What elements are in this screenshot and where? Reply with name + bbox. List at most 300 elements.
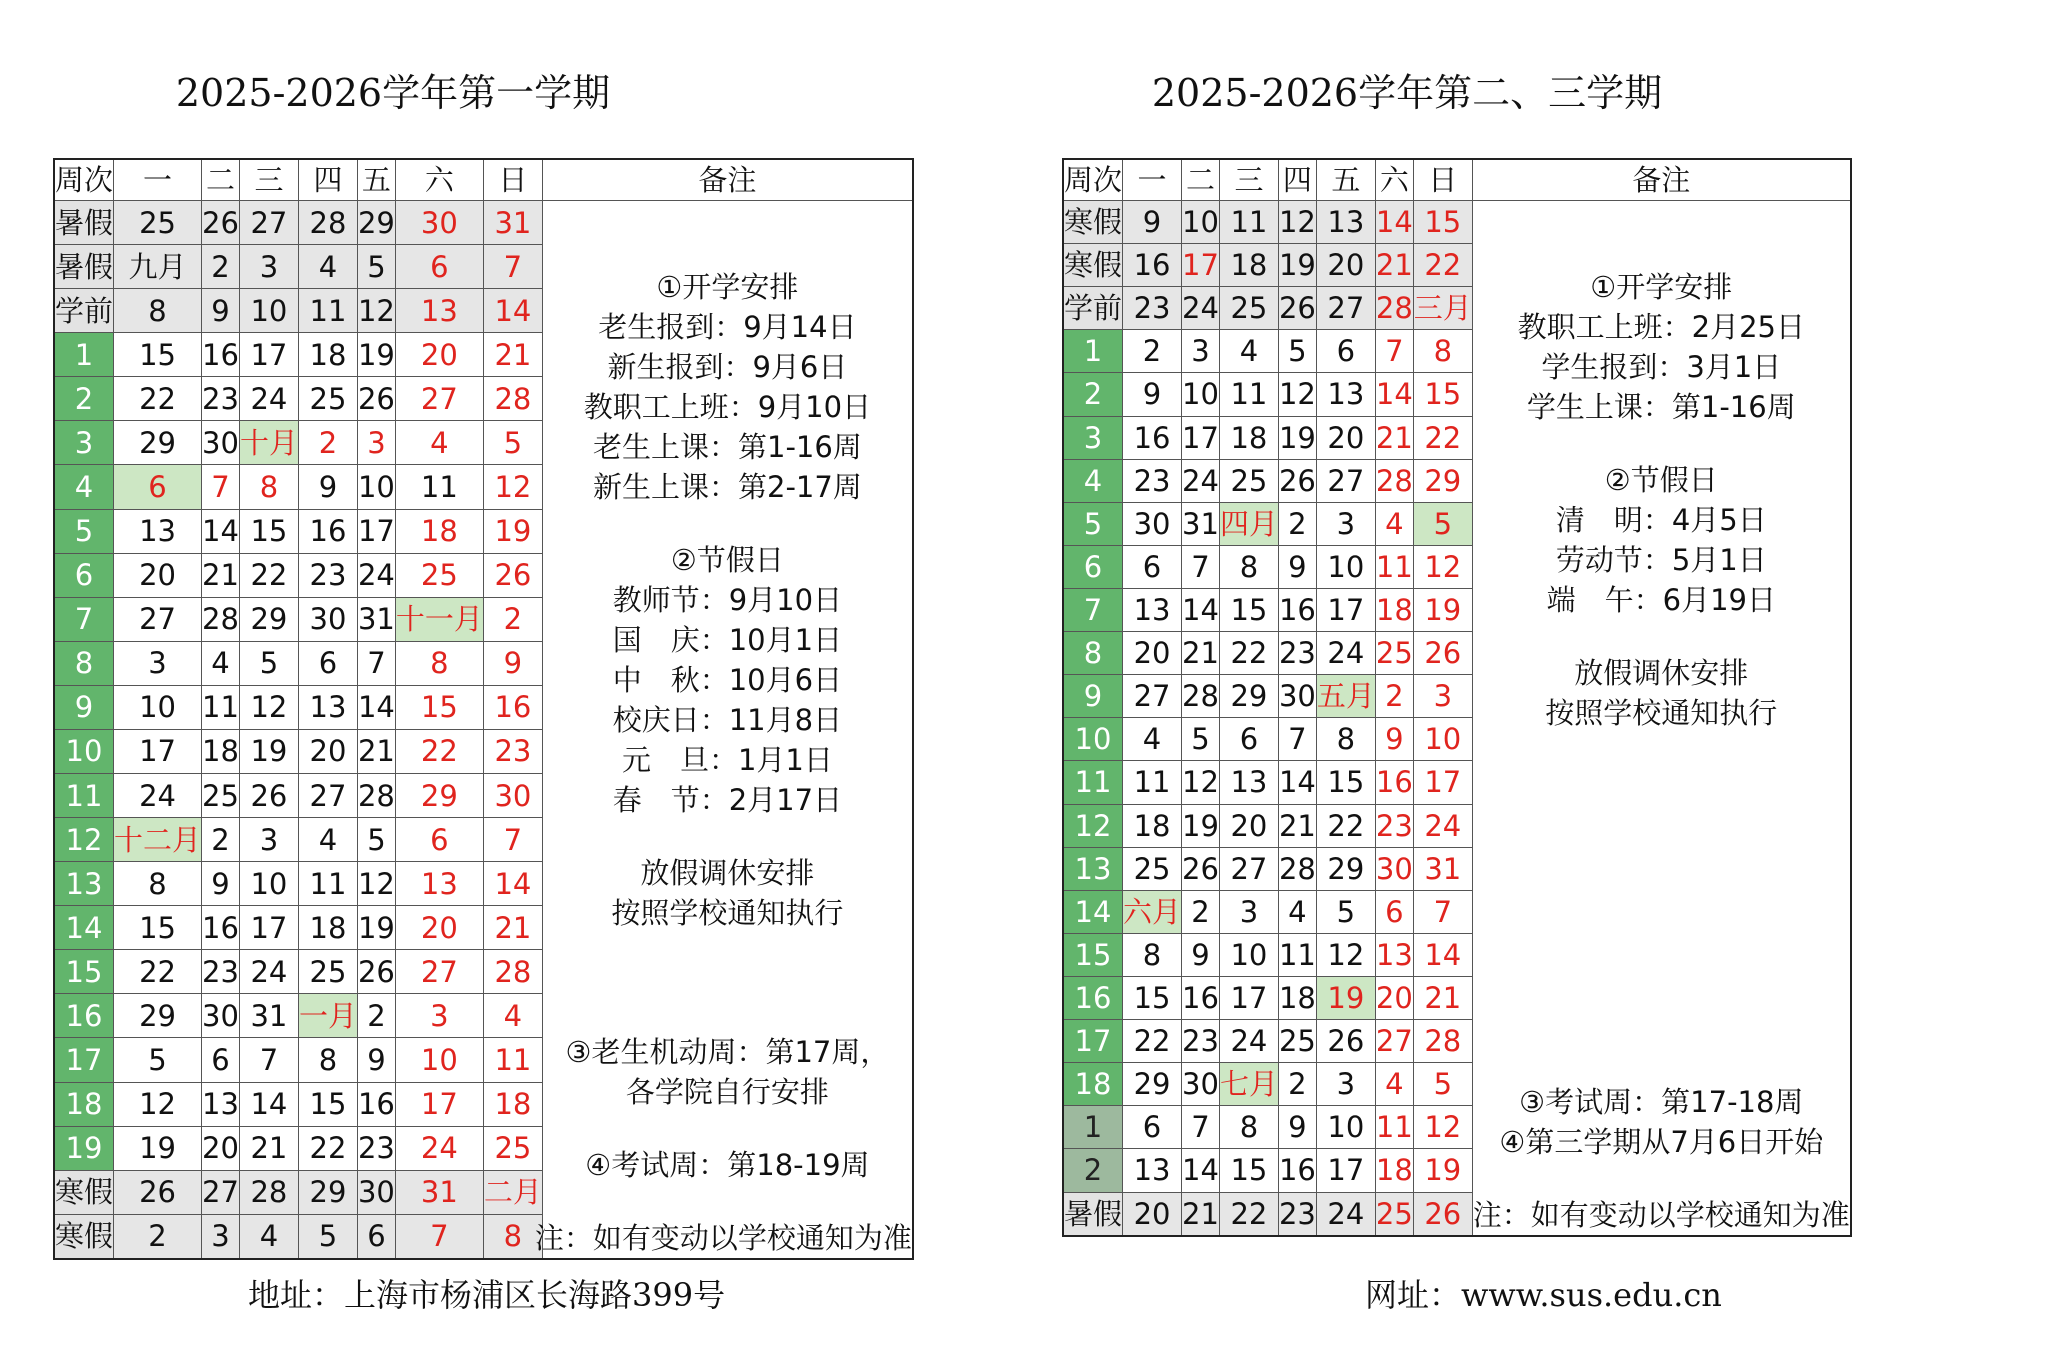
day-cell: 21 (1375, 244, 1413, 287)
day-cell: 26 (357, 377, 395, 421)
day-cell: 30 (298, 597, 357, 641)
week-label: 16 (54, 994, 114, 1038)
day-cell: 12 (1316, 933, 1375, 976)
week-label: 11 (54, 774, 114, 818)
week-label: 18 (54, 1082, 114, 1126)
day-cell: 4 (483, 994, 542, 1038)
week-label: 12 (54, 818, 114, 862)
day-cell: 3 (1316, 1063, 1375, 1106)
day-cell: 22 (1316, 804, 1375, 847)
day-cell: 17 (357, 509, 395, 553)
week-label: 9 (1063, 675, 1123, 718)
day-cell: 7 (1182, 1106, 1220, 1149)
day-cell: 30 (1182, 1063, 1220, 1106)
note-flex-week: 各学院自行安排 (625, 1075, 829, 1109)
day-cell: 24 (1182, 459, 1220, 502)
day-cell: 12 (114, 1082, 202, 1126)
day-cell: 20 (1316, 416, 1375, 459)
day-cell: 16 (1123, 416, 1182, 459)
week-label: 9 (54, 685, 114, 729)
day-cell: 11 (1123, 761, 1182, 804)
day-cell: 18 (1278, 976, 1316, 1019)
day-cell: 14 (1413, 933, 1472, 976)
day-cell: 27 (1123, 675, 1182, 718)
week-label: 8 (54, 641, 114, 685)
day-cell: 26 (1182, 847, 1220, 890)
note-remark: 注：如有变动以学校通知为准 (1472, 1198, 1850, 1232)
day-cell: 2 (1375, 675, 1413, 718)
day-cell: 10 (114, 685, 202, 729)
day-cell: 20 (395, 906, 483, 950)
day-cell: 28 (1278, 847, 1316, 890)
day-cell: 13 (1123, 1149, 1182, 1192)
day-cell: 28 (202, 597, 240, 641)
header-wed: 三 (1219, 159, 1278, 201)
day-cell: 2 (357, 994, 395, 1038)
week-label: 13 (1063, 847, 1123, 890)
day-cell: 6 (1219, 718, 1278, 761)
day-cell: 7 (483, 245, 542, 289)
day-cell: 4 (298, 245, 357, 289)
day-cell: 16 (298, 509, 357, 553)
header-thu: 四 (1278, 159, 1316, 201)
day-cell: 22 (1123, 1020, 1182, 1063)
day-cell: 19 (1182, 804, 1220, 847)
day-cell: 8 (298, 1038, 357, 1082)
header-sun: 日 (483, 159, 542, 201)
day-cell: 31 (395, 1170, 483, 1214)
day-cell: 26 (202, 201, 240, 245)
day-cell: 30 (1278, 675, 1316, 718)
week-label: 5 (1063, 502, 1123, 545)
header-row (1063, 159, 1851, 201)
day-cell: 27 (114, 597, 202, 641)
day-cell: 31 (239, 994, 298, 1038)
day-cell: 五月 (1316, 675, 1375, 718)
day-cell: 25 (114, 201, 202, 245)
day-cell: 30 (202, 994, 240, 1038)
day-cell: 29 (114, 421, 202, 465)
day-cell: 16 (202, 333, 240, 377)
day-cell: 16 (1278, 588, 1316, 631)
day-cell: 23 (1182, 1020, 1220, 1063)
day-cell: 28 (483, 377, 542, 421)
day-cell: 8 (114, 862, 202, 906)
day-cell: 27 (239, 201, 298, 245)
day-cell: 15 (1219, 1149, 1278, 1192)
week-label: 寒假 (54, 1170, 114, 1214)
day-cell: 3 (202, 1214, 240, 1259)
day-cell: 26 (1278, 287, 1316, 330)
day-cell: 6 (1316, 330, 1375, 373)
day-cell: 19 (1316, 976, 1375, 1019)
day-cell: 15 (239, 509, 298, 553)
day-cell: 27 (395, 377, 483, 421)
day-cell: 8 (1316, 718, 1375, 761)
day-cell: 10 (1316, 1106, 1375, 1149)
day-cell: 24 (1219, 1020, 1278, 1063)
day-cell: 17 (1316, 1149, 1375, 1192)
day-cell: 19 (1278, 244, 1316, 287)
day-cell: 4 (298, 818, 357, 862)
day-cell: 21 (483, 333, 542, 377)
day-cell: 29 (1316, 847, 1375, 890)
week-label: 学前 (1063, 287, 1123, 330)
note-exam-week: ④考试周：第18-19周 (585, 1148, 870, 1182)
day-cell: 23 (298, 553, 357, 597)
day-cell: 26 (483, 553, 542, 597)
day-cell: 10 (1182, 201, 1220, 244)
note-third-term: ④第三学期从7月6日开始 (1499, 1125, 1824, 1159)
semester-1-rows (54, 201, 913, 1260)
day-cell: 九月 (114, 245, 202, 289)
day-cell: 14 (483, 289, 542, 333)
day-cell: 17 (395, 1082, 483, 1126)
day-cell: 5 (1316, 890, 1375, 933)
day-cell: 17 (1182, 244, 1220, 287)
day-cell: 28 (1413, 1020, 1472, 1063)
day-cell: 3 (395, 994, 483, 1038)
day-cell: 十月 (239, 421, 298, 465)
week-label: 17 (54, 1038, 114, 1082)
note-item: 老生报到：9月14日 (598, 310, 857, 344)
day-cell: 24 (395, 1126, 483, 1170)
day-cell: 27 (298, 774, 357, 818)
day-cell: 10 (239, 862, 298, 906)
day-cell: 19 (114, 1126, 202, 1170)
header-mon: 一 (1123, 159, 1182, 201)
day-cell: 21 (483, 906, 542, 950)
day-cell: 15 (1123, 976, 1182, 1019)
day-cell: 三月 (1413, 287, 1472, 330)
note-item: 教职工上班：9月10日 (583, 390, 872, 424)
day-cell: 7 (239, 1038, 298, 1082)
day-cell: 23 (202, 950, 240, 994)
day-cell: 19 (483, 509, 542, 553)
day-cell: 17 (239, 333, 298, 377)
day-cell: 4 (239, 1214, 298, 1259)
day-cell: 30 (395, 201, 483, 245)
note-adjust: 按照学校通知执行 (1545, 696, 1778, 730)
day-cell: 12 (1413, 1106, 1472, 1149)
day-cell: 30 (1375, 847, 1413, 890)
day-cell: 24 (114, 774, 202, 818)
day-cell: 6 (1375, 890, 1413, 933)
day-cell: 6 (1123, 1106, 1182, 1149)
note-item: 老生上课：第1-16周 (593, 430, 862, 464)
day-cell: 20 (395, 333, 483, 377)
day-cell: 28 (483, 950, 542, 994)
day-cell: 27 (395, 950, 483, 994)
day-cell: 9 (357, 1038, 395, 1082)
day-cell: 六月 (1123, 890, 1182, 933)
day-cell: 9 (1278, 545, 1316, 588)
day-cell: 14 (239, 1082, 298, 1126)
day-cell: 15 (1413, 201, 1472, 244)
header-fri: 五 (1316, 159, 1375, 201)
day-cell: 七月 (1219, 1063, 1278, 1106)
note-item: 春 节：2月17日 (612, 783, 843, 817)
day-cell: 16 (1278, 1149, 1316, 1192)
week-label: 10 (54, 729, 114, 773)
day-cell: 7 (1413, 890, 1472, 933)
day-cell: 13 (114, 509, 202, 553)
day-cell: 22 (1219, 1192, 1278, 1236)
day-cell: 10 (1219, 933, 1278, 976)
day-cell: 21 (1375, 416, 1413, 459)
week-label: 18 (1063, 1063, 1123, 1106)
day-cell: 13 (1123, 588, 1182, 631)
day-cell: 18 (1375, 588, 1413, 631)
day-cell: 12 (1278, 201, 1316, 244)
day-cell: 二月 (483, 1170, 542, 1214)
day-cell: 30 (357, 1170, 395, 1214)
day-cell: 13 (395, 862, 483, 906)
day-cell: 7 (357, 641, 395, 685)
day-cell: 29 (1413, 459, 1472, 502)
day-cell: 20 (1316, 244, 1375, 287)
semester-2-rows (1063, 201, 1851, 1237)
week-label: 16 (1063, 976, 1123, 1019)
day-cell: 3 (1413, 675, 1472, 718)
header-sat: 六 (1375, 159, 1413, 201)
week-label: 3 (54, 421, 114, 465)
day-cell: 26 (1413, 1192, 1472, 1236)
day-cell: 23 (1123, 287, 1182, 330)
day-cell: 18 (202, 729, 240, 773)
day-cell: 20 (298, 729, 357, 773)
header-tue: 二 (202, 159, 240, 201)
day-cell: 26 (1413, 632, 1472, 675)
day-cell: 6 (395, 818, 483, 862)
week-label: 2 (1063, 1149, 1123, 1192)
note-item: 清 明：4月5日 (1555, 503, 1767, 537)
week-label: 13 (54, 862, 114, 906)
day-cell: 18 (483, 1082, 542, 1126)
day-cell: 9 (298, 465, 357, 509)
semester-1-title: 2025-2026学年第一学期 (175, 71, 611, 115)
week-label: 寒假 (1063, 201, 1123, 244)
day-cell: 17 (1219, 976, 1278, 1019)
header-row (54, 159, 913, 201)
day-cell: 22 (114, 950, 202, 994)
day-cell: 15 (298, 1082, 357, 1126)
day-cell: 17 (1182, 416, 1220, 459)
day-cell: 28 (1182, 675, 1220, 718)
day-cell: 3 (1219, 890, 1278, 933)
day-cell: 20 (1123, 1192, 1182, 1236)
day-cell: 24 (1316, 632, 1375, 675)
day-cell: 十一月 (395, 597, 483, 641)
day-cell: 23 (1123, 459, 1182, 502)
day-cell: 6 (298, 641, 357, 685)
day-cell: 16 (1182, 976, 1220, 1019)
day-cell: 18 (1219, 416, 1278, 459)
day-cell: 22 (1219, 632, 1278, 675)
day-cell: 22 (395, 729, 483, 773)
day-cell: 14 (1375, 201, 1413, 244)
note-item: 学生上课：第1-16周 (1526, 390, 1796, 424)
day-cell: 21 (202, 553, 240, 597)
semester-1-table (53, 158, 914, 1260)
day-cell: 7 (483, 818, 542, 862)
day-cell: 7 (395, 1214, 483, 1259)
day-cell: 20 (1375, 976, 1413, 1019)
day-cell: 14 (1182, 1149, 1220, 1192)
week-label: 1 (1063, 1106, 1123, 1149)
day-cell: 25 (1278, 1020, 1316, 1063)
day-cell: 13 (395, 289, 483, 333)
week-label: 7 (1063, 588, 1123, 631)
day-cell: 9 (202, 862, 240, 906)
day-cell: 23 (1278, 632, 1316, 675)
note-item: 中 秋：10月6日 (612, 663, 843, 697)
day-cell: 8 (1413, 330, 1472, 373)
header-notes: 备注 (542, 159, 913, 201)
day-cell: 4 (395, 421, 483, 465)
day-cell: 2 (1182, 890, 1220, 933)
day-cell: 26 (239, 774, 298, 818)
day-cell: 8 (395, 641, 483, 685)
day-cell: 10 (239, 289, 298, 333)
semester-2-title: 2025-2026学年第二、三学期 (1151, 71, 1663, 115)
day-cell: 11 (1219, 373, 1278, 416)
day-cell: 18 (395, 509, 483, 553)
header-notes: 备注 (1472, 159, 1851, 201)
day-cell: 11 (298, 862, 357, 906)
note-item: 学生报到：3月1日 (1541, 350, 1782, 384)
day-cell: 2 (202, 818, 240, 862)
day-cell: 21 (1278, 804, 1316, 847)
day-cell: 7 (1278, 718, 1316, 761)
day-cell: 31 (483, 201, 542, 245)
day-cell: 27 (1375, 1020, 1413, 1063)
day-cell: 29 (239, 597, 298, 641)
day-cell: 29 (298, 1170, 357, 1214)
day-cell: 6 (357, 1214, 395, 1259)
day-cell: 25 (483, 1126, 542, 1170)
day-cell: 20 (114, 553, 202, 597)
day-cell: 15 (1219, 588, 1278, 631)
day-cell: 28 (239, 1170, 298, 1214)
week-label: 4 (1063, 459, 1123, 502)
week-label: 暑假 (1063, 1192, 1123, 1236)
note-holidays-title: ②节假日 (670, 543, 784, 577)
day-cell: 18 (298, 906, 357, 950)
week-label: 7 (54, 597, 114, 641)
note-item: 教师节：9月10日 (612, 583, 843, 617)
day-cell: 18 (298, 333, 357, 377)
day-cell: 12 (1182, 761, 1220, 804)
day-cell: 21 (1182, 1192, 1220, 1236)
week-label: 1 (1063, 330, 1123, 373)
day-cell: 2 (1278, 502, 1316, 545)
day-cell: 7 (1375, 330, 1413, 373)
week-label: 11 (1063, 761, 1123, 804)
day-cell: 4 (1278, 890, 1316, 933)
day-cell: 9 (1375, 718, 1413, 761)
day-cell: 23 (202, 377, 240, 421)
day-cell: 25 (1375, 632, 1413, 675)
note-adjust: 放假调休安排 (1574, 656, 1749, 690)
footer-website: 网址：www.sus.edu.cn (1365, 1276, 1722, 1314)
day-cell: 3 (239, 245, 298, 289)
day-cell: 23 (483, 729, 542, 773)
day-cell: 19 (239, 729, 298, 773)
week-label: 2 (54, 377, 114, 421)
day-cell: 22 (298, 1126, 357, 1170)
week-label: 暑假 (54, 201, 114, 245)
day-cell: 20 (202, 1126, 240, 1170)
day-cell: 24 (239, 377, 298, 421)
day-cell: 7 (1182, 545, 1220, 588)
week-label: 19 (54, 1126, 114, 1170)
day-cell: 5 (1278, 330, 1316, 373)
week-label: 6 (54, 553, 114, 597)
day-cell: 21 (239, 1126, 298, 1170)
header-week: 周次 (54, 159, 114, 201)
day-cell: 26 (1316, 1020, 1375, 1063)
day-cell: 22 (1413, 244, 1472, 287)
day-cell: 28 (298, 201, 357, 245)
day-cell: 四月 (1219, 502, 1278, 545)
day-cell: 31 (357, 597, 395, 641)
week-label: 学前 (54, 289, 114, 333)
day-cell: 28 (1375, 287, 1413, 330)
day-cell: 10 (1182, 373, 1220, 416)
day-cell: 25 (298, 950, 357, 994)
day-cell: 13 (202, 1082, 240, 1126)
day-cell: 8 (1219, 545, 1278, 588)
day-cell: 25 (298, 377, 357, 421)
day-cell: 11 (1375, 1106, 1413, 1149)
day-cell: 3 (357, 421, 395, 465)
day-cell: 24 (357, 553, 395, 597)
day-cell: 13 (1219, 761, 1278, 804)
day-cell: 29 (1123, 1063, 1182, 1106)
week-label: 4 (54, 465, 114, 509)
week-label: 15 (1063, 933, 1123, 976)
day-cell: 17 (1413, 761, 1472, 804)
day-cell: 20 (1123, 632, 1182, 675)
day-cell: 3 (239, 818, 298, 862)
note-remark: 注：如有变动以学校通知为准 (534, 1221, 912, 1255)
day-cell: 5 (1413, 502, 1472, 545)
week-label: 12 (1063, 804, 1123, 847)
day-cell: 12 (1413, 545, 1472, 588)
day-cell: 24 (1413, 804, 1472, 847)
day-cell: 5 (357, 818, 395, 862)
day-cell: 2 (202, 245, 240, 289)
day-cell: 11 (483, 1038, 542, 1082)
day-cell: 16 (483, 685, 542, 729)
week-label: 5 (54, 509, 114, 553)
day-cell: 12 (1278, 373, 1316, 416)
day-cell: 20 (1219, 804, 1278, 847)
day-cell: 22 (239, 553, 298, 597)
day-cell: 13 (298, 685, 357, 729)
day-cell: 18 (1375, 1149, 1413, 1192)
semester-2-notes (1472, 201, 1851, 1237)
day-cell: 12 (357, 289, 395, 333)
day-cell: 21 (1182, 632, 1220, 675)
day-cell: 14 (1278, 761, 1316, 804)
day-cell: 26 (357, 950, 395, 994)
day-cell: 19 (1278, 416, 1316, 459)
day-cell: 17 (239, 906, 298, 950)
day-cell: 12 (239, 685, 298, 729)
day-cell: 9 (1278, 1106, 1316, 1149)
